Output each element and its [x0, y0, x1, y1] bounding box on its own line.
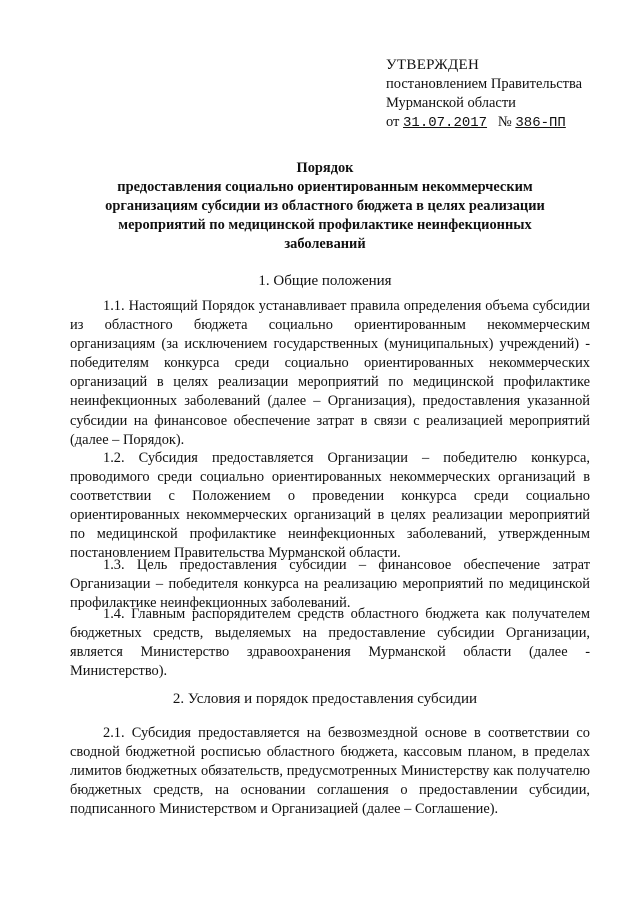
- approval-authority: постановлением Правительства: [386, 76, 583, 92]
- title-line-1: Порядок: [296, 160, 354, 176]
- paragraph-1-4: 1.4. Главным распорядителем средств областного бюджета как получателем бюджетных средств, выделяемых на предоставление субсидии Организации, является Министерство здравоохранения Мурманской области (далее - Министерство).: [70, 606, 590, 680]
- paragraph-1-1: 1.1. Настоящий Порядок устанавливает правила определения объема субсидии из областного бюджета социально ориентированным некоммерческим организациям (за исключением государственных (муниципальных) учреждений) - победителям конкурса среди социально ориентированных некоммерческих организаций в целях реализации мероприятий по медицинской профилактике неинфекционных заболеваний (далее – Организация), предоставления указанной субсидии на финансовое обеспечение затрат в связи с реализацией мероприятий (далее – Порядок).: [70, 298, 590, 448]
- title-line-2: предоставления социально ориентированным некоммерческим: [117, 179, 533, 195]
- title-line-5: заболеваний: [284, 236, 366, 252]
- title-line-3: организациям субсидии из областного бюджета в целях реализации: [105, 198, 545, 214]
- approval-heading: УТВЕРЖДЕН: [386, 57, 480, 73]
- title-line-4: мероприятий по медицинской профилактике неинфекционных: [118, 217, 532, 233]
- approval-region: Мурманской области: [386, 95, 516, 111]
- date-prefix: от: [386, 114, 400, 130]
- approval-date: 31.07.2017: [403, 115, 488, 131]
- section-heading-1: 1. Общие положения: [258, 273, 392, 289]
- number-prefix: №: [497, 114, 512, 130]
- document-title: [60, 159, 590, 254]
- paragraph-1-2: 1.2. Субсидия предоставляется Организации – победителю конкурса, проводимого среди социально ориентированных некоммерческих организаций в соответствии с Положением о проведении конкурса среди социально ориентированных некоммерческих организаций в целях реализации мероприятий по медицинской профилактике неинфекционных заболеваний, утвержденным постановлением Правительства Мурманской области.: [70, 450, 590, 562]
- paragraph-2-1: 2.1. Субсидия предоставляется на безвозмездной основе в соответствии со сводной бюджетной росписью областного бюджета, кассовым планом, в пределах лимитов бюджетных обязательств, предусмотренных Министерству как получателю бюджетных средств, на основании соглашения о предоставлении субсидии, подписанного Министерством и Организацией (далее – Соглашение).: [70, 725, 590, 818]
- paragraph-1-3: 1.3. Цель предоставления субсидии – финансовое обеспечение затрат Организации – победителя конкурса на реализацию мероприятий по медицинской профилактике неинфекционных заболеваний.: [70, 557, 590, 612]
- approval-number: 386-ПП: [515, 115, 566, 131]
- approval-date-line: [386, 113, 626, 133]
- section-heading-2: 2. Условия и порядок предоставления субсидии: [172, 691, 478, 707]
- approval-stamp: [386, 56, 626, 133]
